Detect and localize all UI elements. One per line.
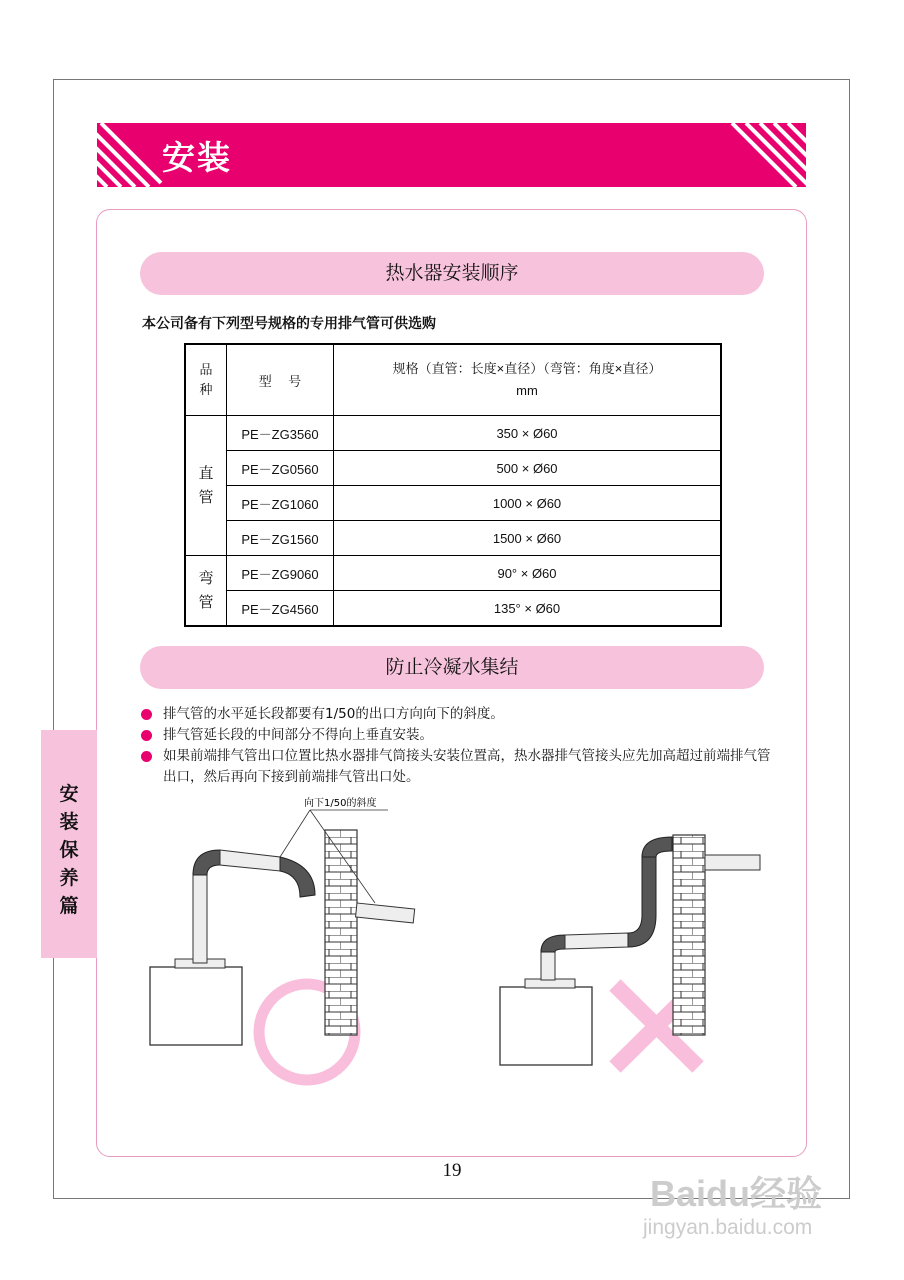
model-cell: PE－ZG9060 (227, 556, 334, 591)
side-tab-text (41, 780, 97, 920)
side-tab-char: 装 (59, 811, 79, 833)
water-heater-unit (150, 967, 242, 1045)
bullet-list (140, 704, 780, 788)
header-category (185, 344, 227, 416)
list-item (140, 704, 780, 725)
side-tab (41, 730, 97, 958)
bullet-text: 排气管的水平延长段都要有1/50的出口方向向下的斜度。 (163, 706, 504, 722)
side-tab-char: 保 (59, 839, 79, 861)
model-cell: PE－ZG3560 (227, 416, 334, 451)
header-bar (97, 123, 806, 187)
header-stripes-right (726, 123, 806, 187)
brick-wall (325, 830, 357, 1035)
header-stripes-left (97, 123, 167, 187)
vertical-exhaust-pipe (193, 873, 207, 963)
bullet-dot-icon (141, 751, 152, 762)
installation-diagram (120, 795, 800, 1095)
elbow-pipe (280, 857, 315, 897)
slope-label: 向下1/50的斜度 (304, 798, 377, 809)
side-tab-char: 养 (59, 867, 79, 889)
model-cell: PE－ZG4560 (227, 591, 334, 627)
category-char: 管 (198, 488, 214, 506)
spec-cell: 90° × Ø60 (334, 556, 722, 591)
list-item (140, 746, 780, 788)
water-heater-unit (500, 987, 592, 1065)
table-row (185, 416, 721, 451)
category-char: 管 (198, 593, 214, 611)
header-model: 型 号 (227, 344, 334, 416)
elbow-pipe (642, 837, 672, 857)
spec-cell: 350 × Ø60 (334, 416, 722, 451)
header-spec (334, 344, 722, 416)
spec-cell: 135° × Ø60 (334, 591, 722, 627)
side-tab-char: 安 (59, 783, 79, 805)
side-tab-char: 篇 (59, 895, 79, 917)
bullet-text: 排气管延长段的中间部分不得向上垂直安装。 (163, 727, 433, 743)
intro-text: 本公司备有下列型号规格的专用排气管可供选购 (142, 316, 436, 332)
table-row (185, 556, 721, 591)
model-cell: PE－ZG1060 (227, 486, 334, 521)
category-char: 弯 (198, 569, 214, 587)
table-row (185, 521, 721, 556)
upward-pipe (628, 855, 656, 947)
horizontal-exhaust-pipe (565, 933, 628, 949)
section-title-install-order: 热水器安装顺序 (140, 252, 764, 295)
model-cell: PE－ZG1560 (227, 521, 334, 556)
wrong-example (500, 835, 760, 1067)
spec-table (184, 343, 722, 627)
brick-wall (673, 835, 705, 1035)
slope-leader-line (280, 810, 310, 857)
bullet-dot-icon (141, 730, 152, 741)
spec-cell: 1500 × Ø60 (334, 521, 722, 556)
watermark-logo: Baidu经验 (650, 1173, 823, 1214)
spec-cell: 1000 × Ø60 (334, 486, 722, 521)
table-row (185, 451, 721, 486)
bullet-text: 如果前端排气管出口位置比热水器排气筒接头安装位置高，热水器排气管接头应先加高超过前端排气管出口，然后再向下接到前端排气管出口处。 (163, 748, 771, 785)
spec-cell: 500 × Ø60 (334, 451, 722, 486)
header-spec-line2: mm (516, 383, 538, 398)
correct-example (150, 796, 415, 1080)
header-category-char: 种 (199, 382, 213, 397)
exhaust-terminal (356, 903, 415, 923)
list-item (140, 725, 780, 746)
horizontal-exhaust-pipe (220, 850, 280, 871)
page-number: 19 (442, 1160, 462, 1181)
page-title: 安装 (162, 138, 232, 177)
category-char: 直 (198, 464, 214, 482)
category-elbow (185, 556, 227, 627)
category-straight (185, 416, 227, 556)
header-spec-line1: 规格（直管：长度×直径）（弯管：角度×直径） (392, 361, 662, 376)
model-cell: PE－ZG0560 (227, 451, 334, 486)
table-header-row (185, 344, 721, 416)
watermark (642, 1150, 882, 1250)
header-category-char: 品 (199, 362, 213, 377)
section-title-condensation: 防止冷凝水集结 (140, 646, 764, 689)
table-row (185, 591, 721, 627)
watermark-url: jingyan.baidu.com (643, 1216, 813, 1239)
elbow-pipe (541, 935, 565, 952)
exhaust-terminal (705, 855, 760, 870)
table-row (185, 486, 721, 521)
bullet-dot-icon (141, 709, 152, 720)
vertical-exhaust-pipe (541, 950, 555, 980)
elbow-pipe (193, 850, 220, 875)
